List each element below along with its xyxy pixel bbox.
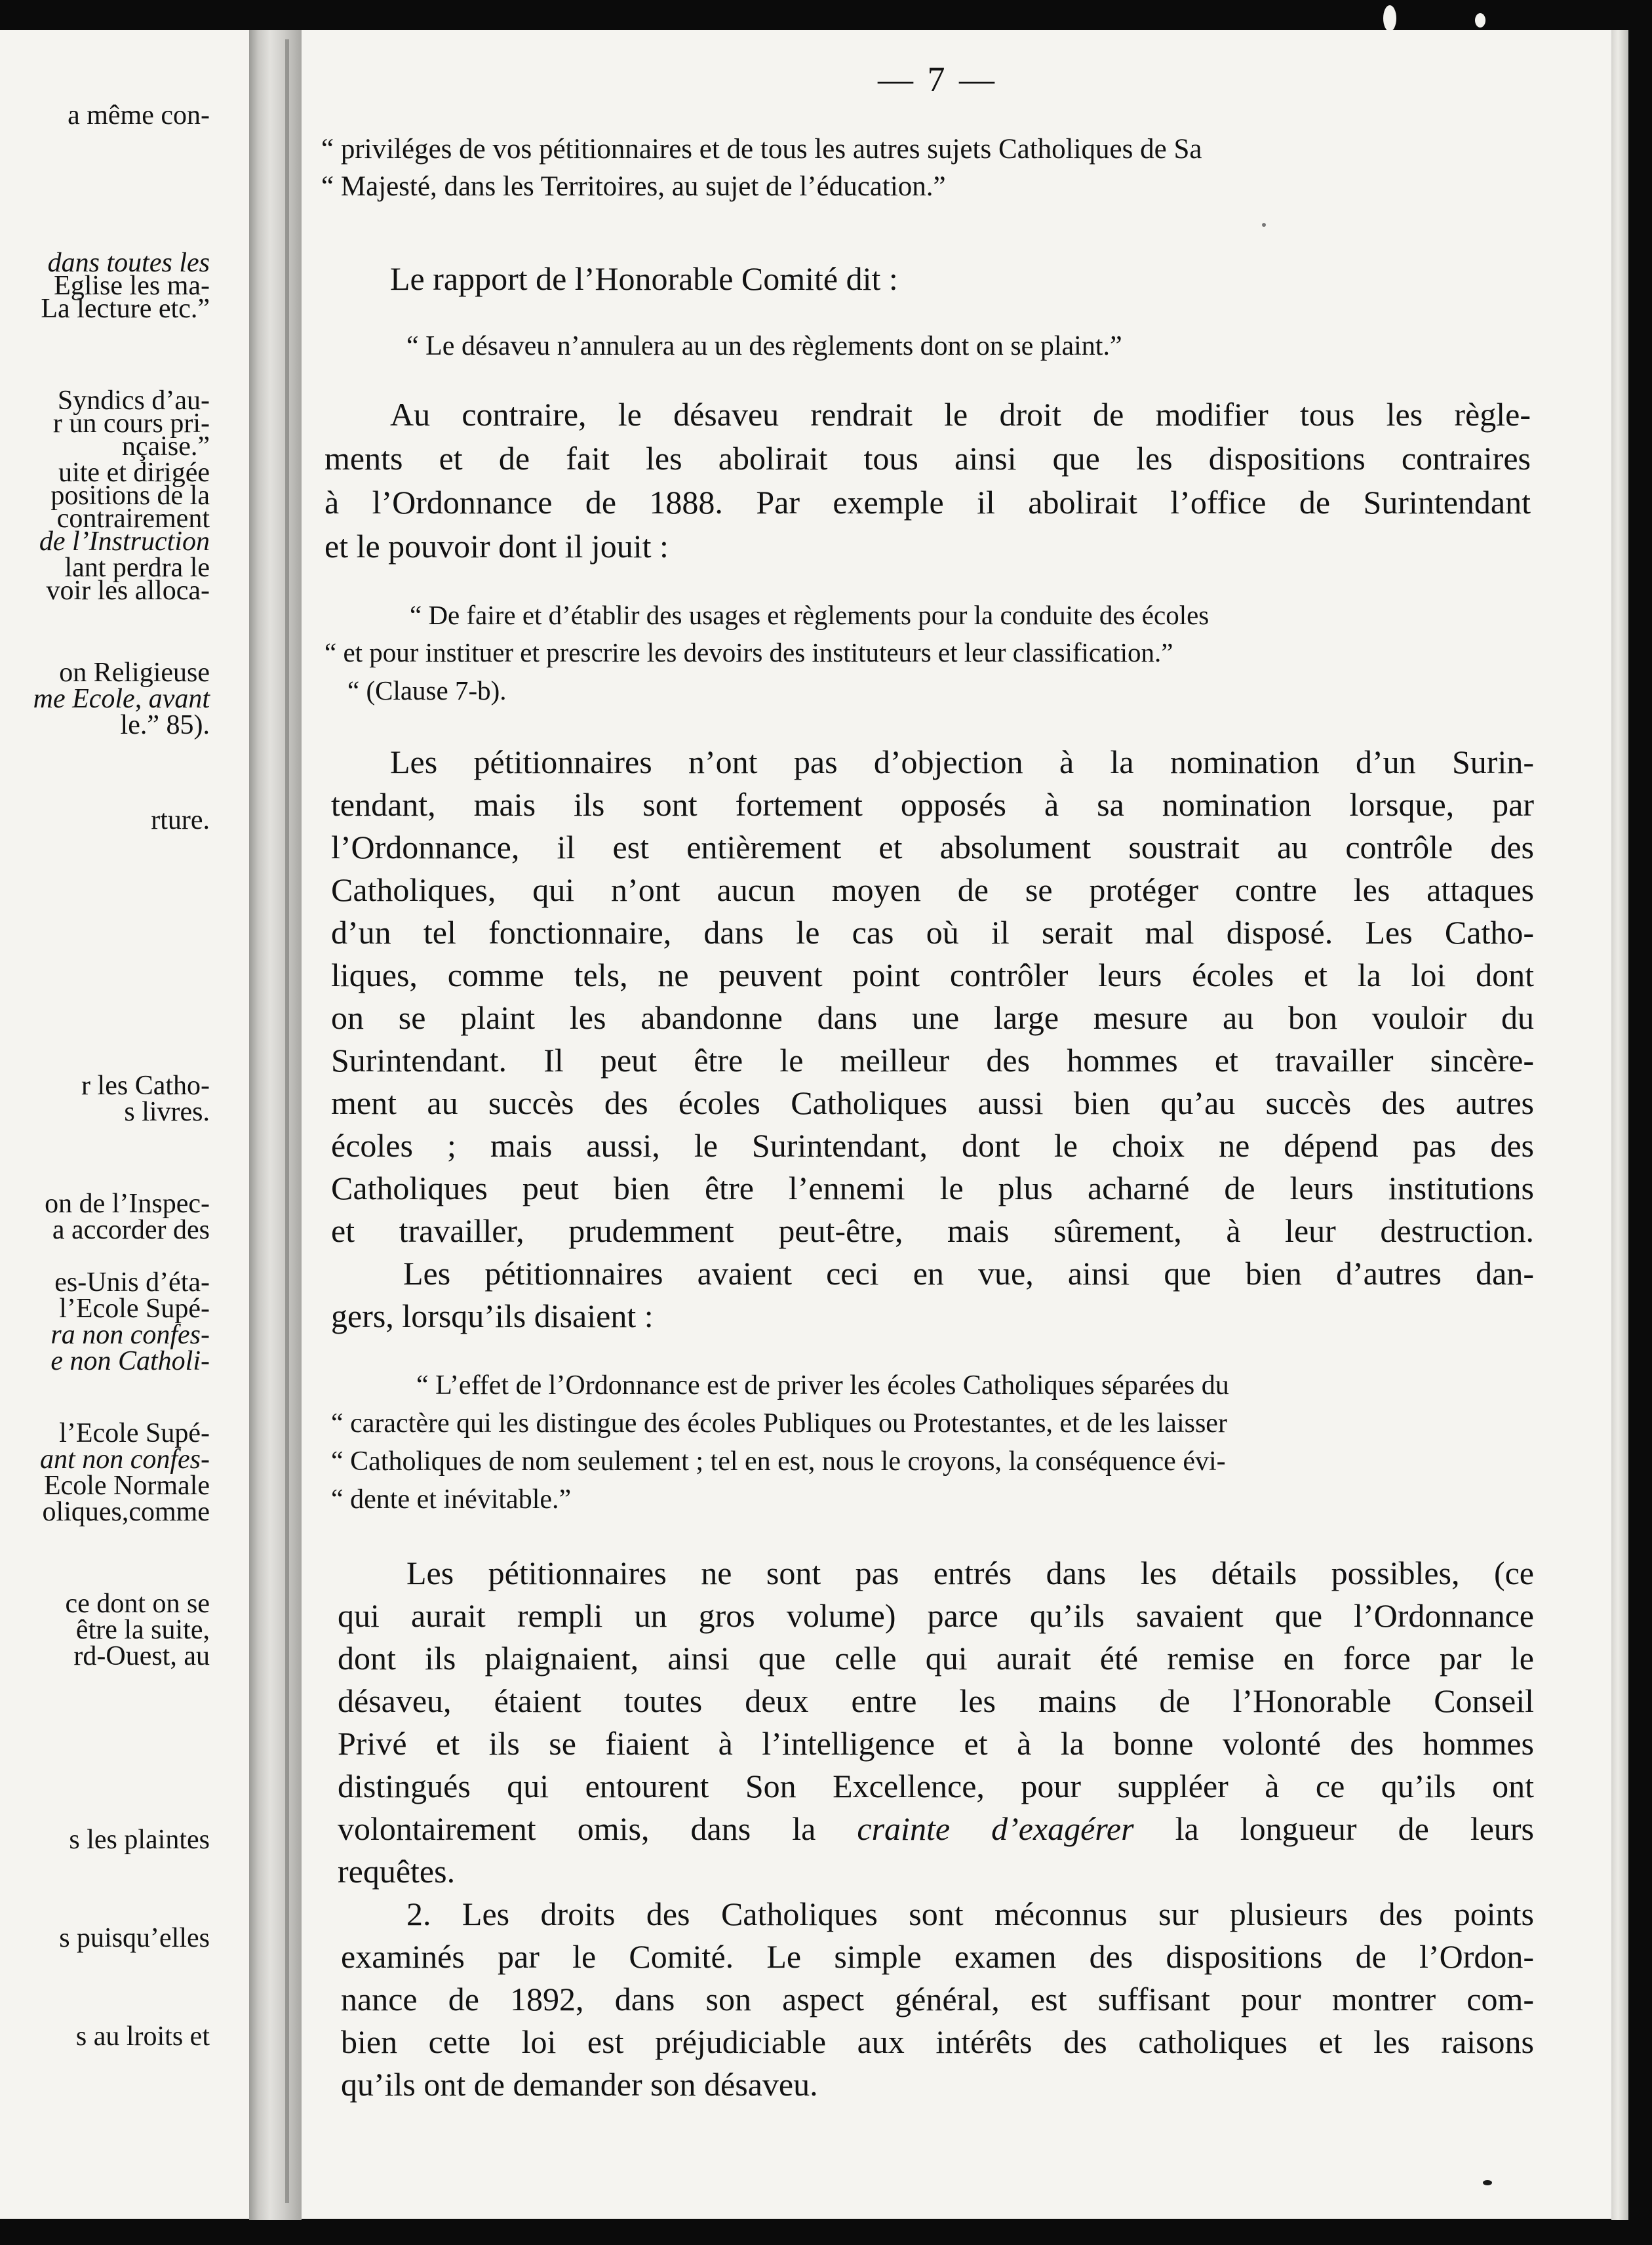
paragraph-1-line: Au contraire, le désaveu rendrait le droit de modifier tous les règle- [390,396,1531,433]
paragraph-4-line: requêtes. [338,1853,456,1890]
main-page [308,30,1606,2220]
paragraph-4-line: qui aurait rempli un gros volume) parce qu’ils savaient que l’Ordonnance [338,1597,1534,1634]
left-fragment-line: l’Ecole Supé- [59,1418,210,1448]
left-page-fragment [0,30,249,2220]
committee-heading: Le rapport de l’Honorable Comité dit : [390,260,898,297]
left-fragment-line: dans toutes les [47,248,210,278]
scanner-right-border [1628,0,1652,2245]
paragraph-1-line: à l’Ordonnance de 1888. Par exemple il abolirait l’office de Surintendant [324,484,1531,521]
left-fragment-line: e non Catholi- [50,1346,210,1376]
paragraph-5-line: bien cette loi est préjudiciable aux intérêts des catholiques et les raisons [341,2023,1534,2060]
effect-quote-line: “ Catholiques de nom seulement ; tel en est, nous le croyons, la conséquence évi- [331,1446,1226,1477]
opening-quote-line: “ Majesté, dans les Territoires, au sujet de l’éducation.” [321,171,946,202]
left-fragment-line: r les Catho- [81,1071,210,1101]
paragraph-3-line: Les pétitionnaires avaient ceci en vue, ainsi que bien d’autres dan- [403,1255,1534,1292]
left-fragment-line: s les plaintes [69,1825,210,1855]
paragraph-4-line: dont ils plaignaient, ainsi que celle qui aurait été remise en force par le [338,1640,1534,1677]
left-fragment-line: de l’Instruction [39,526,210,557]
clause-quote-line: “ et pour instituer et prescrire les devoirs des instituteurs et leur classification.” [324,637,1173,667]
clause-quote-line: “ De faire et d’établir des usages et règlements pour la conduite des écoles [410,600,1210,630]
paragraph-1-line: et le pouvoir dont il jouit : [324,528,669,565]
left-fragment-line: lant perdra le [64,553,210,583]
effect-quote-line: “ dente et inévitable.” [331,1484,572,1515]
left-fragment-line: nçaise.” [121,431,210,462]
left-fragment-line: contrairement [56,504,210,534]
italic-phrase: crainte d’exagérer [857,1810,1134,1847]
opening-quote-line: “ priviléges de vos pétitionnaires et de tous les autres sujets Catholiques de Sa [321,134,1202,165]
scanner-top-border [0,0,1652,30]
left-fragment-line: Eglise les ma- [54,271,210,301]
left-fragment-line: a accorder des [52,1215,210,1245]
paragraph-2-line: ment au succès des écoles Catholiques aussi bien qu’au succès des autres [331,1084,1534,1121]
paragraph-5-line: qu’ils ont de demander son désaveu. [341,2066,818,2103]
left-fragment-line: oliques,comme [42,1497,210,1527]
left-fragment-line: voir les alloca- [46,576,210,606]
effect-quote-line: “ caractère qui les distingue des écoles Publiques ou Protestantes, et de les laisser [331,1408,1227,1439]
left-fragment-line: positions de la [50,481,210,511]
paragraph-2-line: et travailler, prudemment peut-être, mais sûrement, à leur destruction. [331,1212,1534,1249]
left-fragment-line: Syndics d’au- [57,386,210,416]
paragraph-2-line: Catholiques, qui n’ont aucun moyen de se protéger contre les attaques [331,871,1534,908]
committee-quote: “ Le désaveu n’annulera au un des règlements dont on se plaint.” [406,331,1122,361]
left-fragment-line: s puisqu’elles [59,1923,210,1953]
book-gutter [249,30,302,2220]
scan-artifact [1262,223,1266,227]
left-fragment-line: rd-Ouest, au [73,1641,210,1671]
paragraph-5-line: 2. Les droits des Catholiques sont méconnus sur plusieurs des points [406,1896,1534,1932]
paragraph-2-line: Catholiques peut bien être l’ennemi le plus acharné de leurs institutions [331,1170,1534,1206]
paragraph-4-text: la longueur de leurs [1175,1810,1535,1847]
left-fragment-line: le.” 85). [120,710,210,740]
scan-artifact [1383,5,1396,31]
left-fragment-line: l’Ecole Supé- [59,1294,210,1324]
page-number: — 7 — [878,60,997,99]
paragraph-2-line: liques, comme tels, ne peuvent point contrôler leurs écoles et la loi dont [331,957,1534,993]
scanner-bottom-border [0,2219,1652,2245]
clause-quote-line: “ (Clause 7-b). [347,675,507,705]
left-fragment-line: s livres. [124,1097,210,1127]
paragraph-4-line: Privé et ils se fiaient à l’intelligence et à la bonne volonté des hommes [338,1725,1534,1762]
left-fragment-line: Ecole Normale [43,1471,210,1501]
paragraph-2-line: écoles ; mais aussi, le Surintendant, dont le choix ne dépend pas des [331,1127,1534,1164]
scan-artifact [1483,2180,1492,2185]
paragraph-5-line: examinés par le Comité. Le simple examen des dispositions de l’Ordon- [341,1938,1534,1975]
paragraph-5-line: nance de 1892, dans son aspect général, est suffisant pour montrer com- [341,1981,1534,2017]
left-fragment-line: être la suite, [75,1615,210,1645]
paragraph-2-line: tendant, mais ils sont fortement opposés à sa nomination lorsque, par [331,786,1534,823]
gutter-fold-line [285,39,289,2203]
paragraph-4-line: distingués qui entourent Son Excellence, pour suppléer à ce qu’ils ont [338,1768,1534,1804]
paragraph-3-line: gers, lorsqu’ils disaient : [331,1298,654,1334]
effect-quote-line: “ L’effet de l’Ordonnance est de priver les écoles Catholiques séparées du [416,1370,1229,1401]
paragraph-2-line: on se plaint les abandonne dans une large mesure au bon vouloir du [331,999,1534,1036]
paragraph-4-line: Les pétitionnaires ne sont pas entrés dans les détails possibles, (ce [406,1555,1534,1591]
left-fragment-line: La lecture etc.” [41,294,210,324]
left-fragment-line: on de l’Inspec- [45,1189,210,1219]
left-fragment-line: s au lroits et [75,2021,210,2052]
left-fragment-line: ant non confes- [40,1444,210,1475]
paragraph-1-line: ments et de fait les abolirait tous ainsi que les dispositions contraires [324,440,1531,477]
page-edge-shadow [1611,30,1628,2220]
paragraph-4-line: désaveu, étaient toutes deux entre les mains de l’Honorable Conseil [338,1682,1534,1719]
left-fragment-line: a même con- [68,100,210,130]
left-fragment-line: ce dont on se [65,1589,210,1619]
paragraph-2-line: l’Ordonnance, il est entièrement et absolument soustrait au contrôle des [331,829,1534,865]
scan-artifact [1475,13,1485,28]
paragraph-4-line-with-italic [338,1808,1534,1849]
paragraph-2-line: Surintendant. Il peut être le meilleur des hommes et travailler sincère- [331,1042,1534,1079]
left-fragment-line: ra non confes- [50,1320,210,1350]
paragraph-2-line: d’un tel fonctionnaire, dans le cas où il serait mal disposé. Les Catho- [331,914,1534,951]
left-fragment-line: es-Unis d’éta- [54,1267,210,1298]
left-fragment-line: on Religieuse [59,658,210,688]
left-fragment-line: me Ecole, avant [33,684,210,714]
paragraph-2-line: Les pétitionnaires n’ont pas d’objection à la nomination d’un Surin- [390,744,1534,780]
left-fragment-line: rture. [151,805,210,835]
paragraph-4-text: volontairement omis, dans la [338,1810,816,1847]
left-fragment-line: r un cours pri- [52,408,210,439]
left-fragment-line: uite et dirigée [58,458,210,488]
